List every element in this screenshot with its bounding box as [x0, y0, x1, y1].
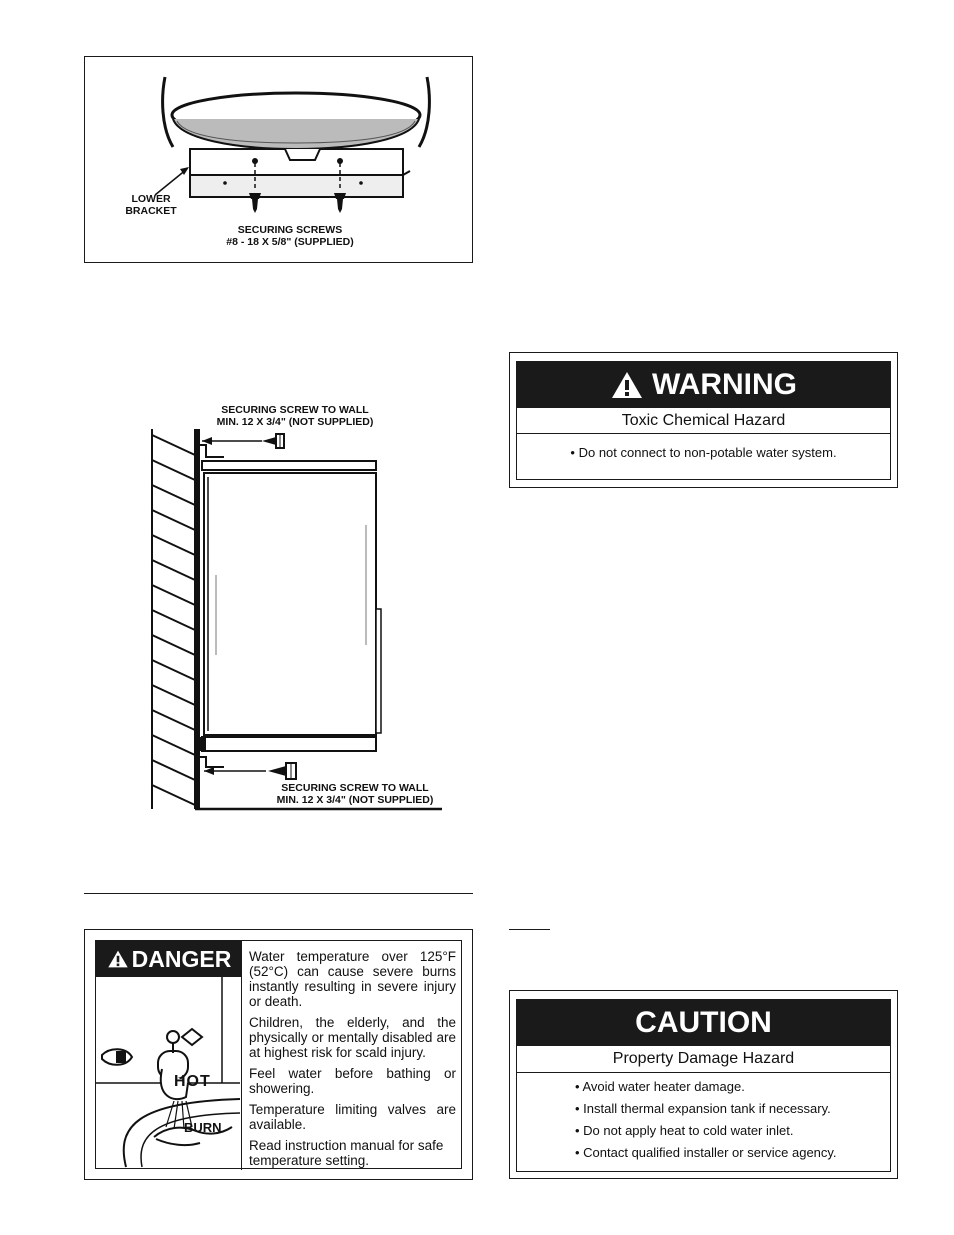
top-securing-screw-label: SECURING SCREW TO WALL MIN. 12 X 3/4" (NOT SUPPLIED)	[216, 404, 374, 428]
danger-paragraph: Children, the elderly, and the physically or mentally disabled are at highest risk for scald injury.	[249, 1015, 456, 1060]
danger-sign-frame	[95, 940, 462, 1169]
caution-title: CAUTION	[635, 1006, 772, 1039]
scald-faucet-drawing	[96, 977, 240, 1168]
danger-text-column	[249, 949, 456, 1174]
section-divider	[84, 893, 473, 894]
wall-mount-figure	[140, 395, 450, 820]
screw-icon	[334, 193, 346, 213]
warning-header	[517, 362, 890, 408]
burn-label: BURN	[184, 1120, 222, 1135]
warning-title: WARNING	[652, 368, 797, 401]
warning-subtitle: Toxic Chemical Hazard	[517, 408, 890, 434]
danger-sign	[84, 929, 473, 1180]
warning-sign	[509, 352, 898, 488]
caution-bullets	[575, 1076, 837, 1164]
danger-paragraph: Water temperature over 125°F (52°C) can cause severe burns instantly resulting in severe injury or death.	[249, 949, 456, 1009]
screw-icon	[268, 763, 296, 779]
note-underline	[509, 929, 550, 930]
caution-bullet: • Do not apply heat to cold water inlet.	[575, 1123, 794, 1138]
caution-subtitle: Property Damage Hazard	[517, 1046, 890, 1073]
lower-bracket-figure	[84, 56, 473, 263]
screw-icon	[249, 193, 261, 213]
warning-sign-frame	[516, 361, 891, 480]
bottom-securing-screw-label: SECURING SCREW TO WALL MIN. 12 X 3/4" (NOT SUPPLIED)	[276, 782, 434, 806]
caution-bullet: • Avoid water heater damage.	[575, 1079, 745, 1094]
hot-label: HOT	[174, 1073, 211, 1090]
caution-bullet: • Install thermal expansion tank if necessary.	[575, 1101, 831, 1116]
warning-triangle-icon	[107, 949, 129, 969]
warning-triangle-icon	[610, 370, 644, 400]
lower-bracket-label: LOWER BRACKET	[125, 193, 177, 217]
warning-bullets	[517, 442, 890, 464]
caution-bullet: • Contact qualified installer or service agency.	[575, 1145, 837, 1160]
warning-bullet: • Do not connect to non-potable water system.	[570, 445, 837, 460]
securing-screws-label: SECURING SCREWS #8 - 18 X 5/8" (SUPPLIED)	[226, 224, 354, 248]
caution-sign	[509, 990, 898, 1179]
danger-header	[96, 941, 242, 977]
danger-paragraph: Read instruction manual for safe temperature setting.	[249, 1138, 444, 1168]
danger-title: DANGER	[131, 945, 232, 972]
screw-icon	[262, 434, 284, 448]
caution-sign-frame	[516, 999, 891, 1172]
danger-paragraph: Feel water before bathing or showering.	[249, 1066, 456, 1096]
danger-illustration	[96, 977, 242, 1170]
wall-mount-drawing	[140, 395, 450, 820]
caution-header	[517, 1000, 890, 1046]
danger-paragraph: Temperature limiting valves are available.	[249, 1102, 456, 1132]
